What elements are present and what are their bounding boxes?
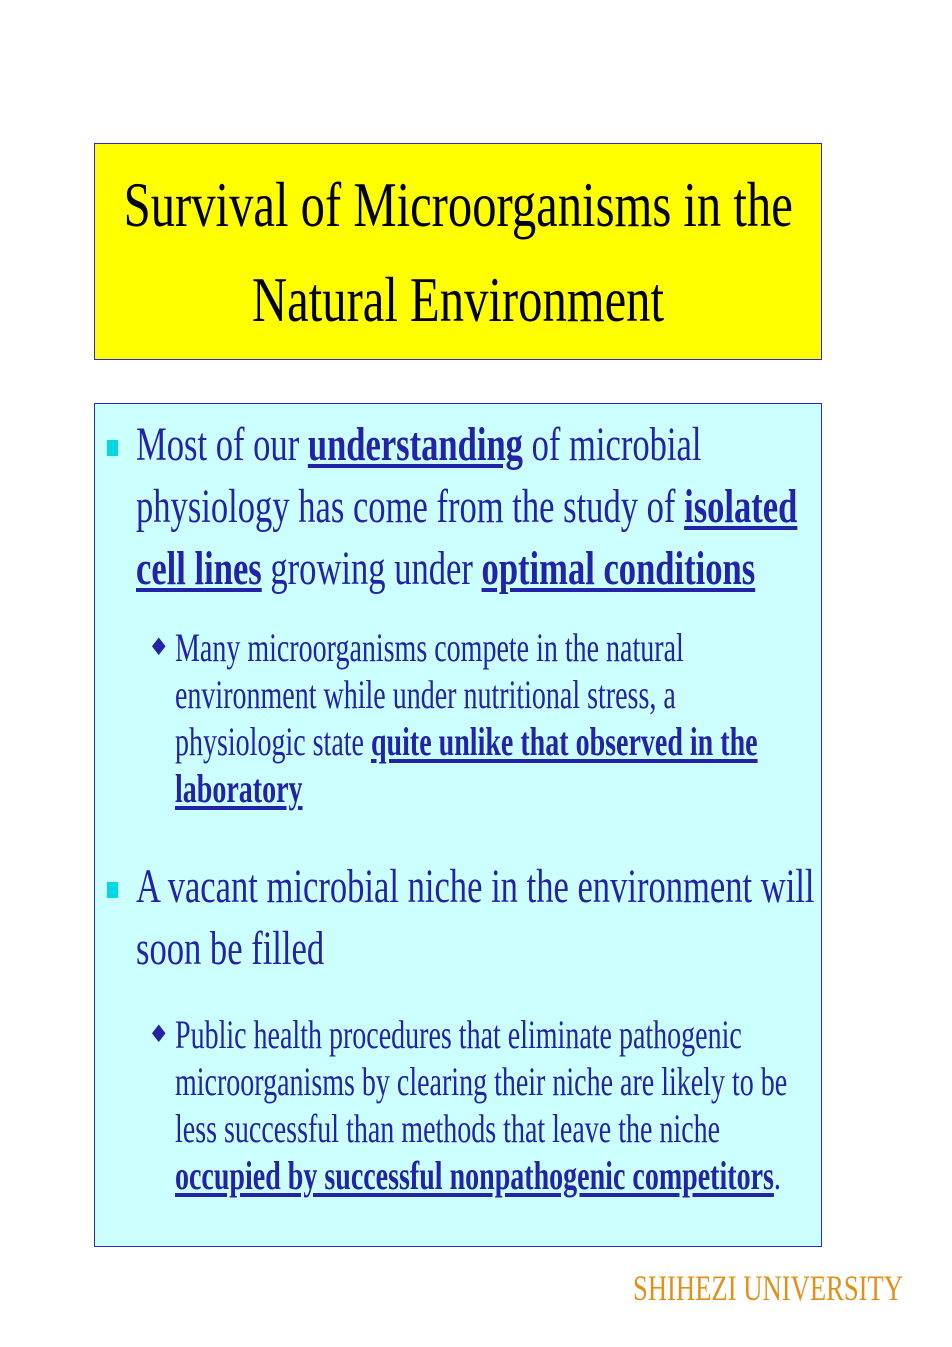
bullet-1-line-3 — [136, 538, 784, 600]
text-run: of microbial — [522, 418, 702, 471]
bullet-2-text — [136, 856, 952, 980]
text-run: environment while under nutritional stress, a — [175, 672, 676, 717]
emphasized-text: laboratory — [175, 766, 303, 811]
diamond-bullet-icon: ♦ — [148, 633, 170, 661]
emphasized-text: quite unlike that observed in the — [370, 719, 758, 764]
emphasized-text: cell lines — [136, 542, 262, 595]
emphasized-text: occupied by successful nonpathogenic competitors — [175, 1153, 774, 1198]
text-run: soon be filled — [136, 922, 325, 975]
bullet-1-line-1 — [136, 414, 784, 476]
sub-bullet-2-line-4 — [175, 1152, 805, 1199]
sub-bullet-2-line-3 — [175, 1105, 805, 1152]
sub-bullet-2-line-2 — [175, 1058, 805, 1105]
sub-bullet-1-line-1 — [175, 624, 805, 671]
text-run: growing under — [261, 542, 482, 595]
sub-bullet-1-line-2 — [175, 671, 805, 718]
text-run: . — [773, 1153, 781, 1198]
slide-content-box — [94, 403, 822, 1247]
slide-title-line-2: Natural Environment — [252, 263, 664, 335]
text-run: Many microorganisms compete in the natural — [175, 625, 684, 670]
text-run: A vacant microbial niche in the environment will — [136, 860, 815, 913]
slide-title-box — [94, 143, 822, 360]
sub-bullet-2-line-1 — [175, 1011, 805, 1058]
text-run: less successful than methods that leave the niche — [175, 1106, 721, 1151]
text-run: microorganisms by clearing their niche are likely to be — [175, 1059, 788, 1104]
emphasized-text: isolated — [684, 480, 798, 533]
bullet-2-line-1 — [136, 856, 815, 918]
emphasized-text: optimal conditions — [481, 542, 756, 595]
university-footer: SHIHEZI UNIVERSITY — [633, 1268, 904, 1308]
bullet-1-text — [136, 414, 952, 600]
text-run: physiologic state — [175, 719, 371, 764]
slide-title-line-1: Survival of Microorganisms in the — [123, 168, 793, 240]
bullet-2-line-2 — [136, 918, 784, 980]
sub-bullet-1-line-4 — [175, 765, 805, 812]
emphasized-text: understanding — [307, 418, 523, 471]
sub-bullet-2-text — [175, 1011, 952, 1199]
sub-bullet-1-line-3 — [175, 718, 805, 765]
bullet-1-line-2 — [136, 476, 798, 538]
square-bullet-icon — [107, 882, 118, 898]
diamond-bullet-icon: ♦ — [148, 1020, 170, 1048]
square-bullet-icon — [107, 440, 118, 456]
text-run: physiology has come from the study of — [136, 480, 685, 533]
text-run: Most of our — [136, 418, 308, 471]
sub-bullet-1-text — [175, 624, 952, 812]
text-run: Public health procedures that eliminate pathogenic — [175, 1012, 742, 1057]
